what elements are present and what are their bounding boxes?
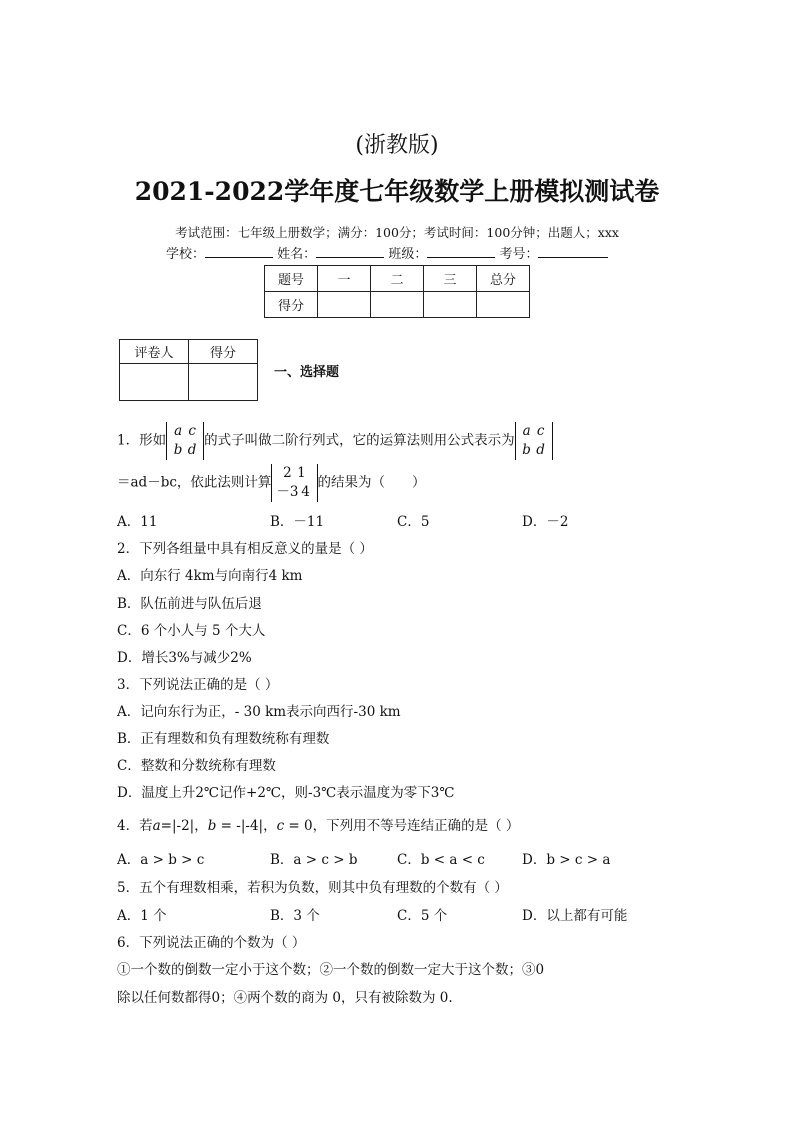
option-d[interactable]: D．b > c > a [522, 852, 611, 868]
det-entry: 4 [301, 484, 310, 500]
score-header-cell: 一 [318, 266, 371, 292]
grader-score-header: 得分 [189, 340, 258, 364]
exam-title: 2021-2022学年度七年级数学上册模拟测试卷 [134, 177, 660, 206]
option-d[interactable]: D．以上都有可能 [522, 908, 628, 924]
option-c[interactable]: C．5 [397, 514, 430, 530]
q1-prefix: 1．形如 [117, 432, 167, 449]
exam-number-label: 考号： [499, 247, 539, 262]
det-entry: d [187, 442, 197, 458]
question-1-line-2 [117, 464, 426, 502]
school-label: 学校： [166, 247, 206, 262]
exam-number-blank[interactable] [538, 245, 608, 258]
det-entry: c [188, 423, 196, 439]
exam-edition: (浙教版) [355, 133, 439, 158]
determinant [166, 422, 204, 460]
score-header-cell: 二 [371, 266, 424, 292]
question-6-statements-line-1: ①一个数的倒数一定小于这个数；②一个数的倒数一定大于这个数；③0 [117, 962, 545, 978]
det-entry: b [522, 442, 531, 458]
q4-prefix: 4．若 [117, 818, 153, 834]
var-c: c [276, 818, 285, 834]
class-blank[interactable] [427, 245, 495, 258]
option-c[interactable]: C．5 个 [397, 908, 448, 924]
school-blank[interactable] [205, 245, 273, 258]
q4-c-value: = 0，下列用不等号连结正确的是（ ） [284, 818, 520, 834]
option-a[interactable]: A．向东行 4km与向南行4 km [117, 568, 303, 584]
det-entry: c [536, 423, 545, 439]
score-header-cell: 总分 [477, 266, 530, 292]
name-label: 姓名： [277, 247, 317, 262]
score-header-cell: 题号 [265, 266, 318, 292]
option-a[interactable]: A．11 [117, 514, 158, 530]
q4-a-value: =|-2|， [160, 818, 208, 834]
option-d[interactable]: D．－2 [522, 514, 569, 530]
score-table [264, 265, 530, 318]
det-entry: 1 [297, 465, 306, 481]
score-header-cell: 三 [424, 266, 477, 292]
option-b[interactable]: B．－11 [270, 514, 325, 530]
question-4-stem [117, 814, 519, 834]
exam-info: 考试范围：七年级上册数学；满分：100分；考试时间：100分钟；出题人；xxx [175, 225, 619, 240]
option-a[interactable]: A．1 个 [117, 908, 167, 924]
student-fields [166, 243, 608, 262]
option-c[interactable]: C．b < a < c [397, 852, 485, 868]
score-cell[interactable] [371, 292, 424, 318]
score-cell[interactable] [318, 292, 371, 318]
question-5-stem: 5．五个有理数相乘，若积为负数，则其中负有理数的个数有（ ） [117, 880, 508, 896]
question-3-stem: 3．下列说法正确的是（ ） [117, 677, 279, 693]
option-b[interactable]: B．正有理数和负有理数统称有理数 [117, 731, 330, 747]
grader-table [119, 339, 258, 401]
grader-score-cell[interactable] [189, 364, 258, 401]
option-c[interactable]: C．6 个小人与 5 个大人 [117, 623, 266, 639]
option-d[interactable]: D．温度上升2℃记作+2℃，则-3℃表示温度为零下3℃ [117, 785, 455, 801]
grader-header: 评卷人 [120, 340, 189, 364]
var-a: a [152, 818, 161, 834]
grader-cell[interactable] [120, 364, 189, 401]
det-entry: a [522, 423, 531, 439]
question-2-stem: 2．下列各组量中具有相反意义的量是（ ） [117, 541, 373, 557]
question-1-line-1 [117, 422, 553, 460]
option-b[interactable]: B．3 个 [270, 908, 320, 924]
name-blank[interactable] [316, 245, 384, 258]
score-row-label: 得分 [265, 292, 318, 318]
q1-line2-prefix: ＝ad－bc，依此法则计算 [117, 474, 272, 491]
det-entry: d [536, 442, 545, 458]
det-entry: a [174, 423, 183, 439]
det-entry: －3 [276, 484, 299, 500]
option-d[interactable]: D．增长3%与减少2% [117, 650, 252, 666]
q1-middle: 的式子叫做二阶行列式，它的运算法则用公式表示为 [204, 432, 515, 449]
question-6-statements-line-2: 除以任何数都得0；④两个数的商为 0，只有被除数为 0. [117, 990, 453, 1006]
option-a[interactable]: A．a > b > c [117, 852, 205, 868]
option-c[interactable]: C．整数和分数统称有理数 [117, 758, 276, 774]
score-cell[interactable] [424, 292, 477, 318]
q1-line2-suffix: 的结果为（ ） [317, 474, 426, 491]
option-a[interactable]: A．记向东行为正，- 30 km表示向西行-30 km [117, 704, 401, 720]
option-b[interactable]: B．队伍前进与队伍后退 [117, 596, 262, 612]
class-label: 班级： [388, 247, 428, 262]
q4-b-value: = -|-4|， [216, 818, 277, 834]
determinant [515, 422, 553, 460]
det-entry: 2 [283, 465, 292, 481]
question-6-stem: 6．下列说法正确的个数为（ ） [117, 935, 306, 951]
section-heading: 一、选择题 [274, 365, 340, 380]
determinant [271, 464, 317, 502]
score-cell[interactable] [477, 292, 530, 318]
var-b: b [207, 818, 217, 834]
option-b[interactable]: B．a > c > b [270, 852, 358, 868]
det-entry: b [173, 442, 183, 458]
